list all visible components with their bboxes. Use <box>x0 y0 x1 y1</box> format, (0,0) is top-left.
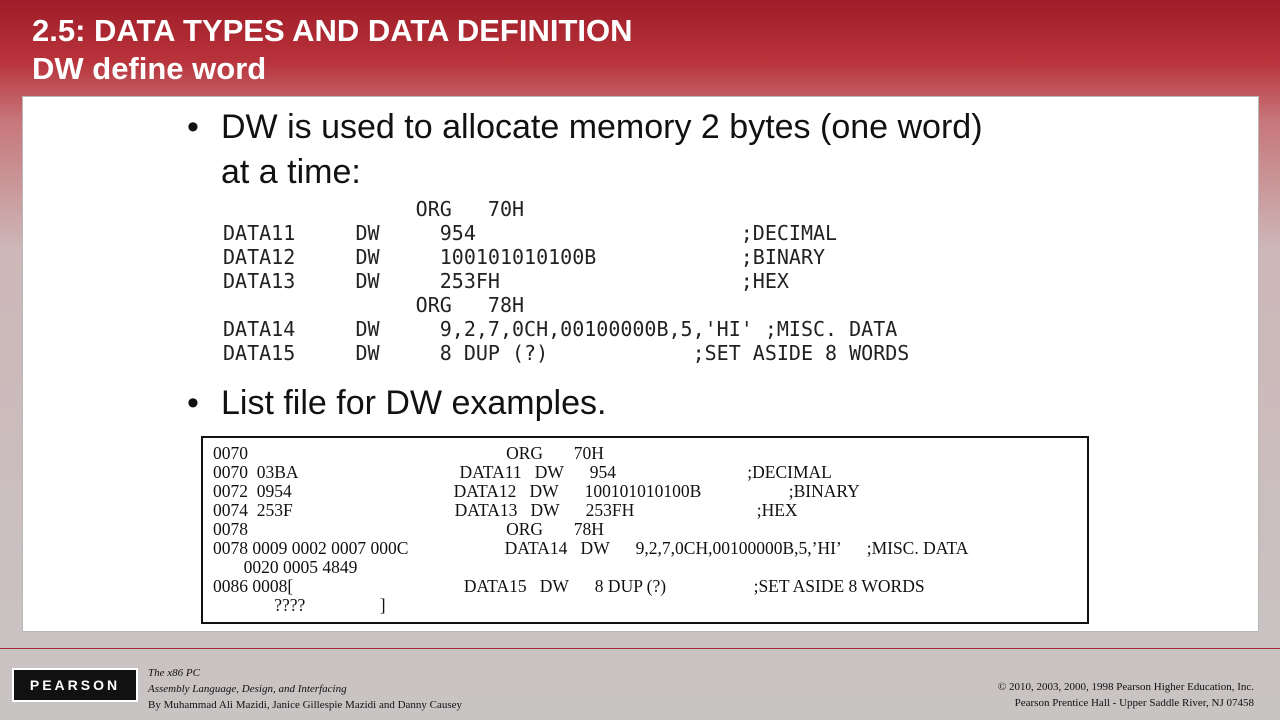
code-example: ORG 70H DATA11 DW 954 ;DECIMAL DATA12 DW 100101010100B ;BINARY DATA13 DW 253FH ;HEX ORG 78H DATA14 DW 9,2,7,0CH,00100000B,5,'HI' ;MISC. DATA DATA15 DW 8 DUP (?) ;SET ASIDE 8 WORDS <box>223 197 910 365</box>
title-line-1: 2.5: DATA TYPES AND DATA DEFINITION <box>32 13 633 48</box>
book-title-line-1: The x86 PC <box>148 667 200 679</box>
pearson-logo <box>12 668 138 702</box>
book-info <box>148 665 462 713</box>
copyright-line-1: © 2010, 2003, 2000, 1998 Pearson Higher Education, Inc. <box>997 681 1254 693</box>
book-title-line-2: Assembly Language, Design, and Interfacing <box>148 683 347 695</box>
bullet-dot: • <box>187 108 199 146</box>
copyright-notice <box>998 679 1254 711</box>
book-authors: By Muhammad Ali Mazidi, Janice Gillespie Mazidi and Danny Causey <box>148 699 463 711</box>
list-file-text: 0070 ORG 70H 0070 03BA DATA11 DW 954 ;DECIMAL 0072 0954 DATA12 DW 100101010100B ;BINARY 0074 253F DATA13 DW 253FH ;HEX 0078 ORG 78H 0078 0009 0002 0007 000C DATA14 DW 9,2,7,0CH,00100000B,5,’HI’ ;MISC. DATA 0020 0005 4849 0086 0008[ DATA15 DW 8 DUP (?) ;SET ASIDE 8 WORDS ???? ] <box>213 443 969 615</box>
bullet-list-file <box>187 381 607 426</box>
pearson-logo-text: PEARSON <box>29 677 121 693</box>
bullet-text-line-2: at a time: <box>221 153 361 191</box>
bullet-text-line-1: DW is used to allocate memory 2 bytes (one word) <box>221 108 983 146</box>
title-line-2: DW define word <box>32 51 267 86</box>
list-file-box <box>201 436 1089 624</box>
copyright-line-2: Pearson Prentice Hall - Upper Saddle River, NJ 07458 <box>1014 697 1254 709</box>
footer-divider <box>0 648 1280 649</box>
bullet-dw-description <box>187 105 983 195</box>
slide-title <box>32 12 633 88</box>
content-panel <box>22 96 1259 632</box>
bullet-text: List file for DW examples. <box>221 384 607 422</box>
bullet-dot: • <box>187 384 199 422</box>
